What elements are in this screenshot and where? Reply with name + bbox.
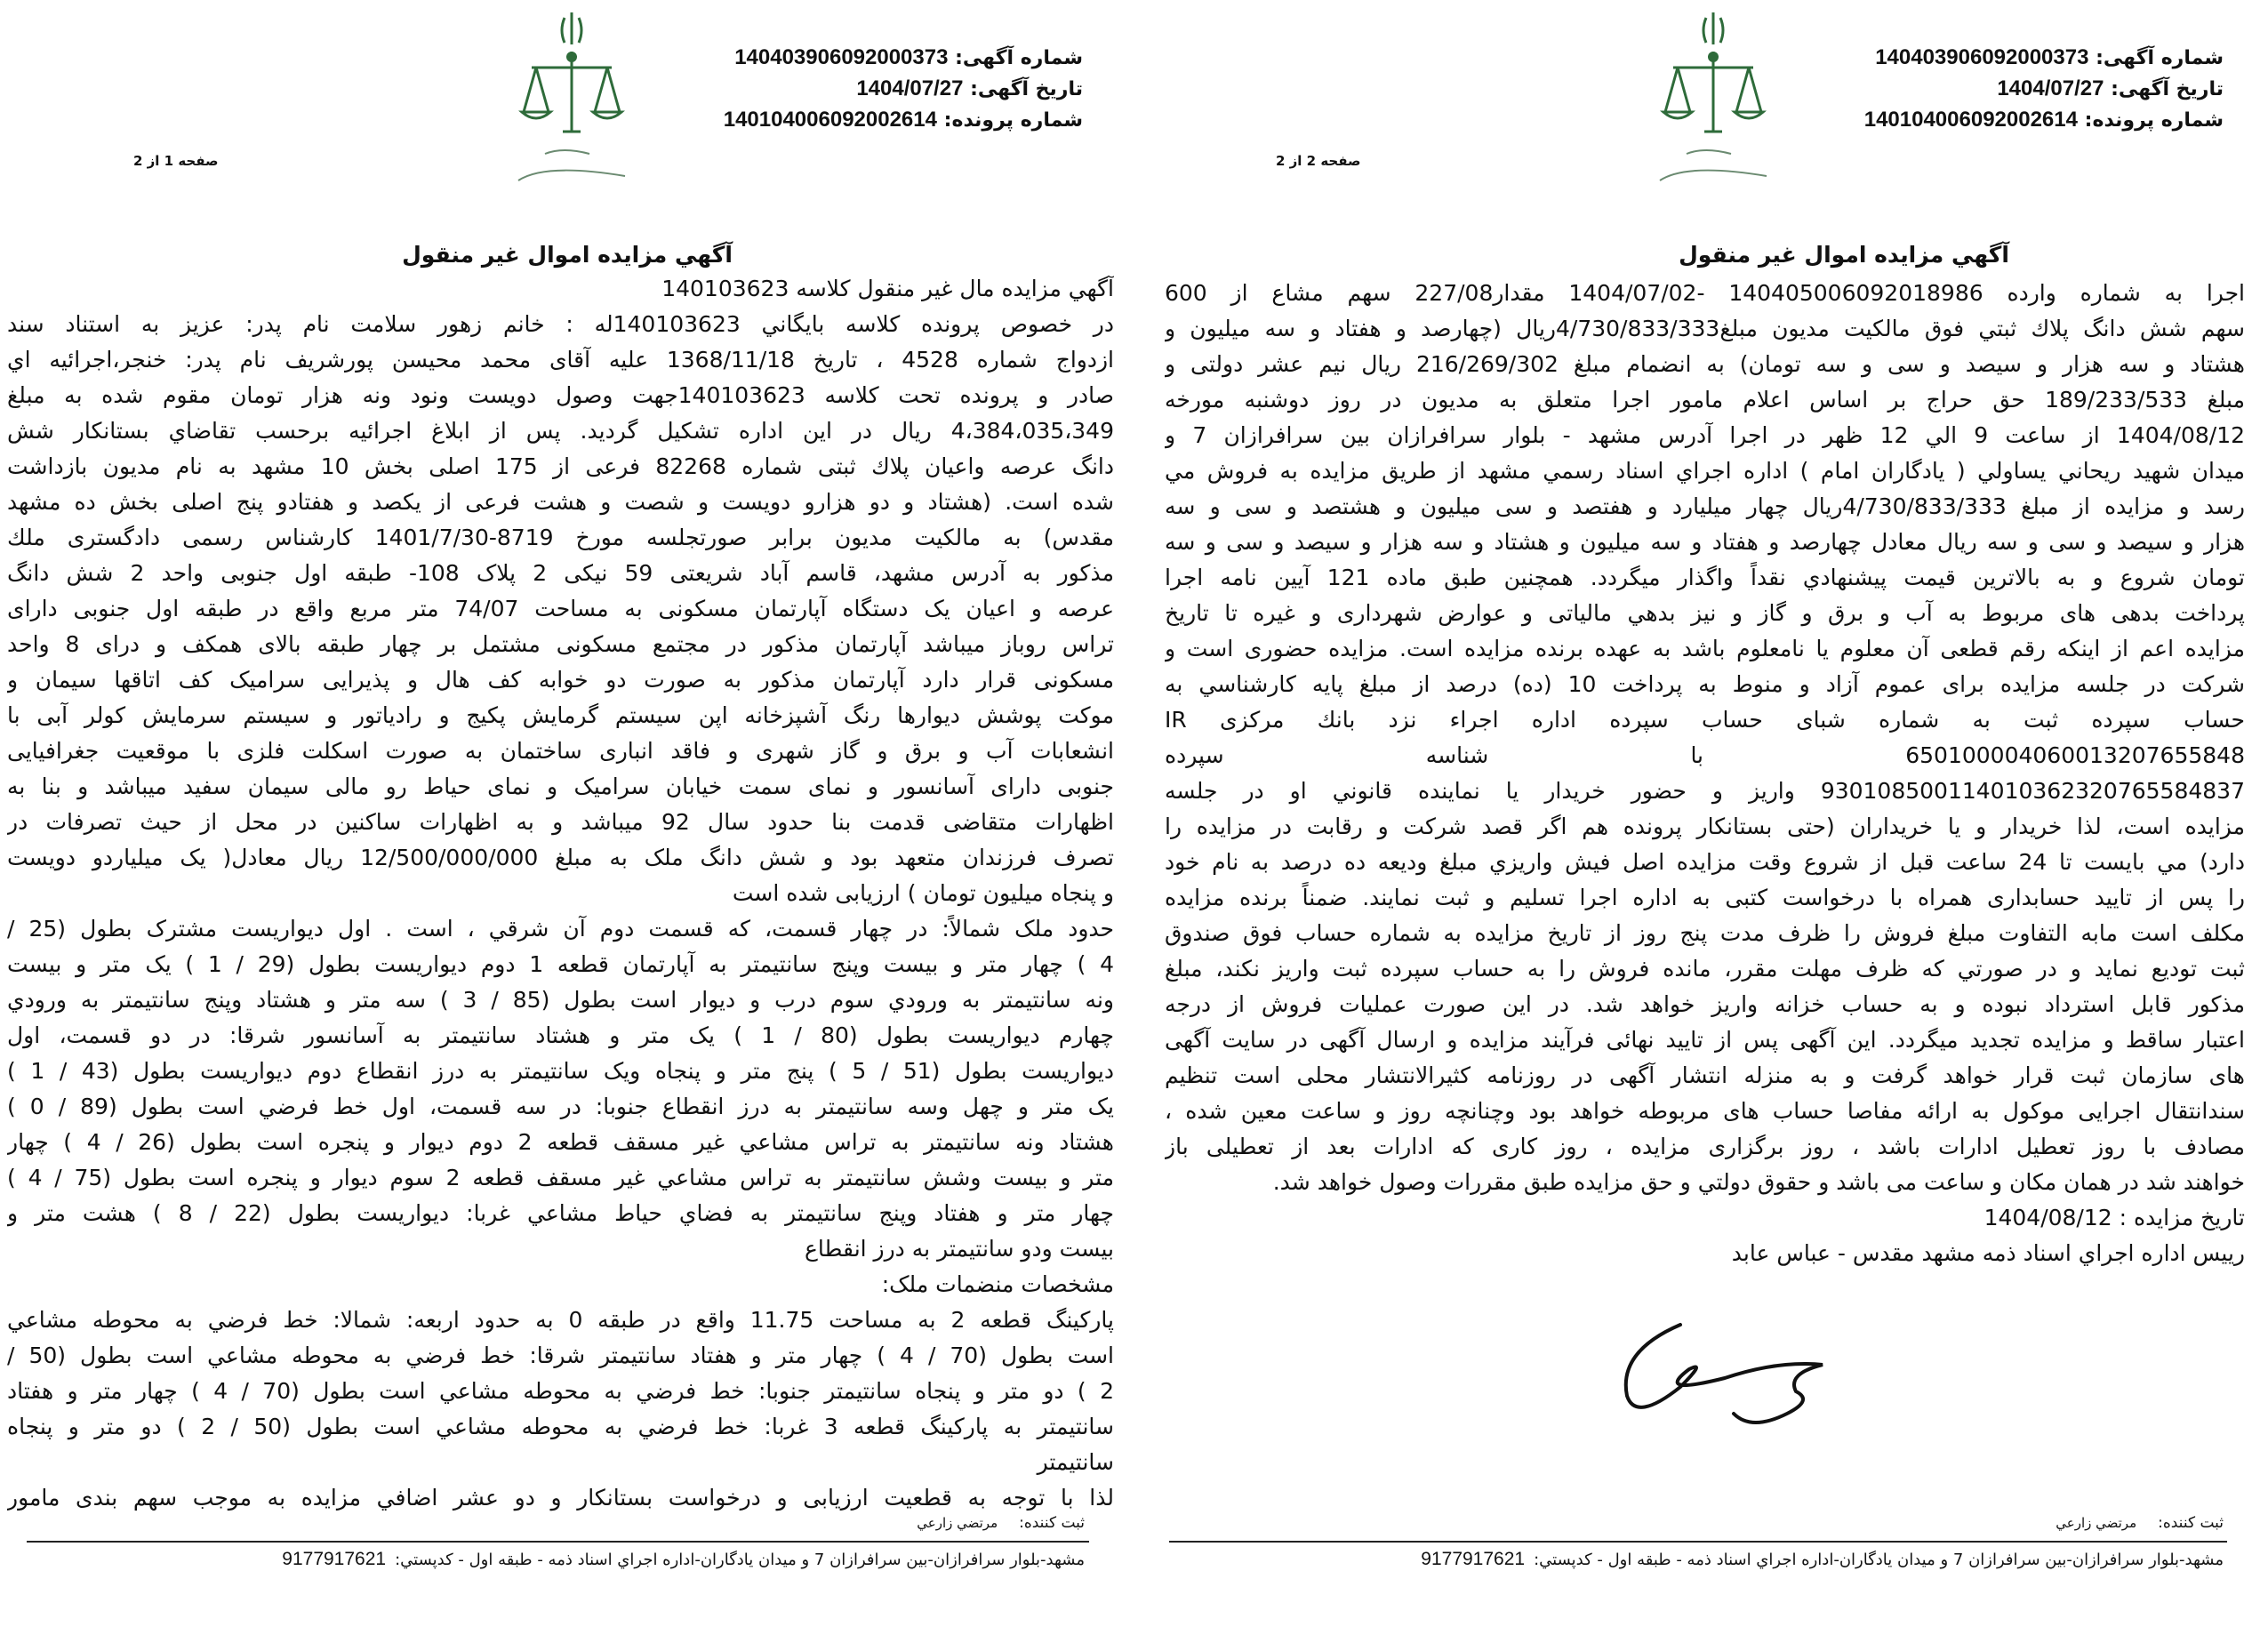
body-line: تومان شروع و به بالاترين قيمت پيشنهادي نقداً واگذار ميگردد. همچنين طبق ماده 121 آيين نامه اجرا: [1165, 565, 2245, 590]
body-line: موكت پوشش ديوارها رنگ آشپزخانه اپن سيستم گرمايش پكيج و رادياتور و سيستم سرمايش كولر آبى با: [7, 702, 1114, 728]
body-line: مزايده است، لذا خريدار و يا خريداران (حتی بستانكار پرونده هم اگر قصد شركت و رقابت در مزايده را: [1165, 813, 2245, 839]
body-line: 930108500114010362320765584837 واريز و حضور خريدار يا نماينده قانوني او در جلسه: [1165, 778, 2245, 804]
page-indicator: صفحه 2 از 2: [1276, 153, 1361, 169]
footer-divider: [1169, 1541, 2227, 1543]
body-line: 4،384،035،349 ريال در اين اداره تشكيل گرديد. پس از ابلاغ اجرائيه برحسب تقاضاي بستانكار شش: [7, 418, 1114, 444]
footer-address: [282, 1549, 1085, 1570]
body-line: هشتاد ونه سانتيمتر به تراس مشاعي غير مسقف قطعه 2 دوم ديوار و پنجره است بطول (26 / 4 ) چهار: [7, 1129, 1114, 1155]
body-line: مقدس) به مالكيت مديون برابر صورتجلسه مورخ 8719-1401/7/30 كارشناس رسمى دادگسترى ملك: [7, 525, 1114, 550]
body-line: ازدواج شماره 4528 ، تاريخ 1368/11/18 عليه آقاى محمد محيسن پورشريف نام پدر: خنجر،اجرائيه اي: [7, 347, 1114, 373]
body-line: سانتيمتر: [1037, 1449, 1114, 1475]
body-line: تراس روباز ميباشد آپارتمان مذكور در مجتمع مسكونى مشتمل بر چهار طبقه بالاى همكف و دراى 8 واحد: [7, 631, 1114, 657]
address-text: مشهد-بلوار سرافرازان-بين سرافرازان 7 و ميدان يادگاران-اداره اجراي اسناد ذمه - طبقه اول - کدپستي:: [395, 1551, 1085, 1569]
body-line: انشعابات آب و برق و گاز شهرى و فاقد انبارى ساختمان به صورت اسكلت فلزى با موقعيت جغرافيايى: [7, 738, 1114, 764]
body-line: حدود ملک شمالاً: در چهار قسمت، كه قسمت دوم آن شرقي ، است . اول ديواريست مشترک بطول (25 /: [7, 916, 1114, 942]
registrar-label: ثبت کننده:: [1019, 1514, 1085, 1532]
body-line: چهارم ديواريست بطول (80 / 1 ) يک متر و هشتاد سانتيمتر به آسانسور شرقا: در دو قسمت، اول: [7, 1022, 1114, 1048]
notice-body: [7, 271, 1114, 1516]
body-line: مكلف است مابه التفاوت مبلغ فروش را ظرف مدت پنج روز از تاريخ مزايده به شماره حساب فوق صندوق: [1165, 920, 2245, 946]
body-line: را پس از تاييد حسابداری همراه با درخواست كتبی به اداره اجرا تسليم و ثبت نمايند. ضمناً برنده مزايده: [1165, 885, 2245, 910]
body-line: مذكور به آدرس مشهد، قاسم آباد شريعتى 59 نيكى 2 پلاک 108- طبقه اول جنوبى واحد 2 شش دانگ: [7, 560, 1114, 586]
notice-header: [724, 43, 1083, 136]
body-line: ثبت توديع نمايد و در صورتي كه ظرف مهلت مقرر، مانده فروش را به حساب سپرده ثبت واريز نكند، مبلغ: [1165, 956, 2245, 982]
body-line: چهار متر و هفتاد وپنج سانتيمتر به فضاي حياط مشاعي غربا: ديواريست بطول (22 / 8 ) هشت متر و: [7, 1200, 1114, 1226]
body-line: است بطول (70 / 4 ) چهار متر و هفتاد سانتيمتر شرقا: خط فرضي به محوطه مشاعي است بطول (50 /: [7, 1342, 1114, 1368]
body-line: مذكور قابل استرداد نبوده و به حساب خزانه واريز خواهد شد. در اين صورت عمليات فروش از درجه: [1165, 991, 2245, 1017]
body-line: رييس اداره اجراي اسناد ذمه مشهد مقدس - عباس عابد: [1731, 1240, 2245, 1266]
body-line: اعتبار ساقط و مزايده تجديد ميگردد. اين آگهی پس از تاييد نهائی فرآيند مزايده و ارسال آگهی در سايت آگهی: [1165, 1027, 2245, 1053]
body-line: 2 ) دو متر و پنجاه سانتيمتر جنوبا: خط فرضي به محوطه مشاعي است بطول (70 / 4 ) چهار متر و هفتاد: [7, 1378, 1114, 1404]
body-line: حساب سپرده ثبت به شماره شبای حساب سپرده اداره اجراء نزد بانك مركزی IR: [1165, 707, 2245, 733]
file-number-label: شماره پرونده:: [2084, 109, 2224, 132]
notice-title: آگهي مزايده اموال غير منقول: [1679, 242, 2009, 268]
postal-code: 9177917621: [1421, 1549, 1526, 1569]
page-indicator: صفحه 1 از 2: [133, 153, 219, 169]
body-line: و پنجاه ميليون تومان ) ارزيابى شده است: [732, 880, 1114, 906]
file-number-label: شماره پرونده:: [943, 109, 1083, 132]
body-line: مسكونى قرار دارد آپارتمان مذكور به صورت دو خوابه كف هال و پذيرايى سراميک كف اتاقها سيمان و: [7, 667, 1114, 693]
file-number: 140104006092002614: [1863, 108, 2078, 132]
registrar-label: ثبت کننده:: [2158, 1514, 2224, 1532]
notice-number-label: شماره آگهی:: [955, 47, 1083, 69]
body-line: مبلغ 189/233/533 حق حراج بر اساس اعلام مامور اجرا متعلق به مديون در روز دوشنبه مورخه: [1165, 387, 2245, 413]
body-line: دارد) مي بايست تا 24 ساعت قبل از شروع وقت مزايده اصل فيش واريزي مبلغ وديعه ده درصد به نام خود: [1165, 849, 2245, 875]
notice-date-label: تاریخ آگهی:: [970, 78, 1083, 100]
body-line: اظهارات متقاضى قدمت بنا حدود سال 92 ميباشد و به اظهارات ساكنين در محل از حيث تصرفات در: [7, 809, 1114, 835]
body-line: در خصوص پرونده كلاسه بايگاني 140103623له : خانم زهور سلامت نام پدر: عزيز به استناد سند: [7, 311, 1114, 337]
body-line: ديواريست بطول (51 / 5 ) پنج متر و پنجاه ويک سانتيمتر به درز انقطاع دوم ديواريست بطول (43 / 1 ): [7, 1058, 1114, 1084]
body-line: لذا با توجه به قطعيت ارزيابى و درخواست بستانكار و دو عشر اضافي مزايده به موجب سهم بندى مامور: [7, 1485, 1114, 1511]
notice-date: 1404/07/27: [856, 76, 964, 100]
footer-divider: [27, 1541, 1089, 1543]
scales-of-justice-icon: [483, 7, 661, 198]
body-line: يک متر و چهل وسه سانتيمتر به درز انقطاع جنوبا: در سه قسمت، اول خط فرضي است بطول (89 / 0 ): [7, 1094, 1114, 1119]
body-line: شده است. (هشتاد و دو هزارو دويست و شصت و هشت فرعى از يكصد و هفتادو پنج اصلى بخش ده مشهد: [7, 489, 1114, 515]
body-line: سندانتقال اجرايی موكول به ارائه مفاصا حساب های مربوطه خواهد بود وچنانچه روز و ساعت معين شده ،: [1165, 1098, 2245, 1124]
registrar-name: مرتضي زارعي: [917, 1515, 998, 1531]
body-line: 650100004060013207655848 با شناسه سپرده: [1165, 742, 2245, 768]
notice-body: [1165, 276, 2245, 1271]
body-line: 1404/08/12 از ساعت 9 الي 12 ظهر در اجرا آدرس مشهد - بلوار سرافرازان بين سرافرازان 7 و: [1165, 422, 2245, 448]
body-line: ونه سانتيمتر به ورودي سوم درب و ديوار است بطول (85 / 3 ) سه متر و هشتاد وپنج سانتيمتر به ورودي: [7, 987, 1114, 1013]
footer-address: [1421, 1549, 2224, 1570]
body-line: هزار و سيصد و سی و سه ريال معادل چهارصد و هفتاد و سه ميليون و هشتاد و سه هزار و سيصد و سی و سه: [1165, 529, 2245, 555]
body-line: آگهي مزايده مال غير منقول كلاسه 140103623: [661, 276, 1114, 301]
body-line: شركت در جلسه مزايده برای عموم آزاد و منوط به پرداخت 10 (ده) درصد از مبلغ پايه كارشناسي به: [1165, 671, 2245, 697]
registrar-name: مرتضي زارعي: [2056, 1515, 2137, 1531]
judiciary-logo: [1624, 7, 1802, 198]
body-line: متر و بيست وشش سانتيمتر به تراس مشاعي غير مسقف قطعه 2 سوم ديوار و پنجره است بطول (75 / 4 ): [7, 1165, 1114, 1190]
notice-number: 140403906092000373: [734, 45, 949, 69]
registrar: [2056, 1514, 2224, 1532]
notice-title: آگهي مزايده اموال غير منقول: [402, 242, 733, 268]
notice-date-label: تاریخ آگهی:: [2111, 78, 2224, 100]
body-line: ميدان شهيد ريحاني يساولي ( يادگاران امام ) اداره اجراي اسناد رسمي مشهد از طريق مزايده به فروش مي: [1165, 458, 2245, 484]
scales-of-justice-icon: [1624, 7, 1802, 198]
body-line: تاريخ مزايده : 1404/08/12: [1983, 1205, 2245, 1230]
postal-code: 9177917621: [282, 1549, 387, 1569]
body-line: صادر و پرونده تحت كلاسه 140103623جهت وصول دويست ونود ونه هزار تومان مقوم شده به مبلغ: [7, 382, 1114, 408]
body-line: اجرا به شماره وارده 14040500609201898‌6 -1404/07/02 مقدار227/08 سهم مشاع از 600: [1165, 280, 2245, 306]
file-number: 140104006092002614: [723, 108, 937, 132]
body-line: مزايده اعم از اينكه رقم قطعی آن معلوم يا نامعلوم باشد به عهده برنده مزايده است. مزايده حضوری است و: [1165, 636, 2245, 661]
signature: [1574, 1307, 1840, 1440]
notice-date: 1404/07/27: [1997, 76, 2104, 100]
body-line: های سازمان ثبت قرار خواهد گرفت و به منزله انتشار آگهی در روزنامه كثيرالانتشار محلی است تنظيم: [1165, 1062, 2245, 1088]
body-line: عرصه و اعيان يک دستگاه آپارتمان مسكونى به مساحت 74/07 متر مربع واقع در طبقه اول جنوبى داراى: [7, 596, 1114, 621]
body-line: پرداخت بدهی های مربوط به آب و برق و گاز و نيز بدهي مالياتی و عوارض شهرداری و غيره تا تاريخ: [1165, 600, 2245, 626]
notice-number-label: شماره آگهی:: [2096, 47, 2224, 69]
body-line: بيست ودو سانتيمتر به درز انقطاع: [805, 1236, 1114, 1262]
body-line: رسد و مزايده از مبلغ 4/730/833/333ريال چهار ميليارد و هفتصد و سی ميليون و هشتصد و سی و سه: [1165, 493, 2245, 519]
body-line: مشخصات منضمات ملک:: [881, 1271, 1114, 1297]
body-line: 4 ) چهار متر و بيست وپنج سانتيمتر به آپارتمان قطعه 1 دوم ديواريست بطول (29 / 1 ) يک متر و بيست: [7, 951, 1114, 977]
body-line: هشتاد و سه هزار و سيصد و سی و سه تومان) به انضمام مبلغ 216/269/302 ريال نيم عشر دولتی و: [1165, 351, 2245, 377]
body-line: جنوبى داراى آسانسور و نماى سمت خيابان سراميک و نماى حياط رو مالى سيمان سفيد ميباشد و بنا به: [7, 773, 1114, 799]
body-line: دانگ عرصه واعيان پلاك ثبتى شماره 82268 فرعى از 175 اصلى بخش 10 مشهد به نام مديون بازداشت: [7, 453, 1114, 479]
body-line: سهم شش دانگ پلاك ثبتي فوق مالكيت مديون مبلغ4/730/833/333ريال (چهارصد و هفتاد و سه ميليون و: [1165, 316, 2245, 341]
notice-header: [1864, 43, 2224, 136]
body-line: خواهند شد در همان مكان و ساعت می باشد و حقوق دولتي و حق مزايده طبق مقررات وصول خواهد شد.: [1272, 1169, 2245, 1195]
registrar: [917, 1514, 1085, 1532]
address-text: مشهد-بلوار سرافرازان-بين سرافرازان 7 و ميدان يادگاران-اداره اجراي اسناد ذمه - طبقه اول - کدپستي:: [1534, 1551, 2224, 1569]
notice-number: 140403906092000373: [1875, 45, 2089, 69]
body-line: مصادف با روز تعطيل ادارات باشد ، روز برگزاری مزايده ، روز كاری كه ادارات بعد از تعطيلی باز: [1165, 1134, 2245, 1159]
body-line: پاركينگ قطعه 2 به مساحت 11.75 واقع در طبقه 0 به حدود اربعه: شمالا: خط فرضي به محوطه مشاعي: [7, 1307, 1114, 1333]
body-line: تصرف فرزندان متعهد بود و شش دانگ ملک به مبلغ 12/500/000/000 ريال معادل( يک ميلياردو دويست: [7, 845, 1114, 870]
body-line: سانتيمتر به پاركينگ قطعه 3 غربا: خط فرضي به محوطه مشاعي است بطول (50 / 2 ) دو متر و پنجاه: [7, 1414, 1114, 1439]
judiciary-logo: [483, 7, 661, 198]
